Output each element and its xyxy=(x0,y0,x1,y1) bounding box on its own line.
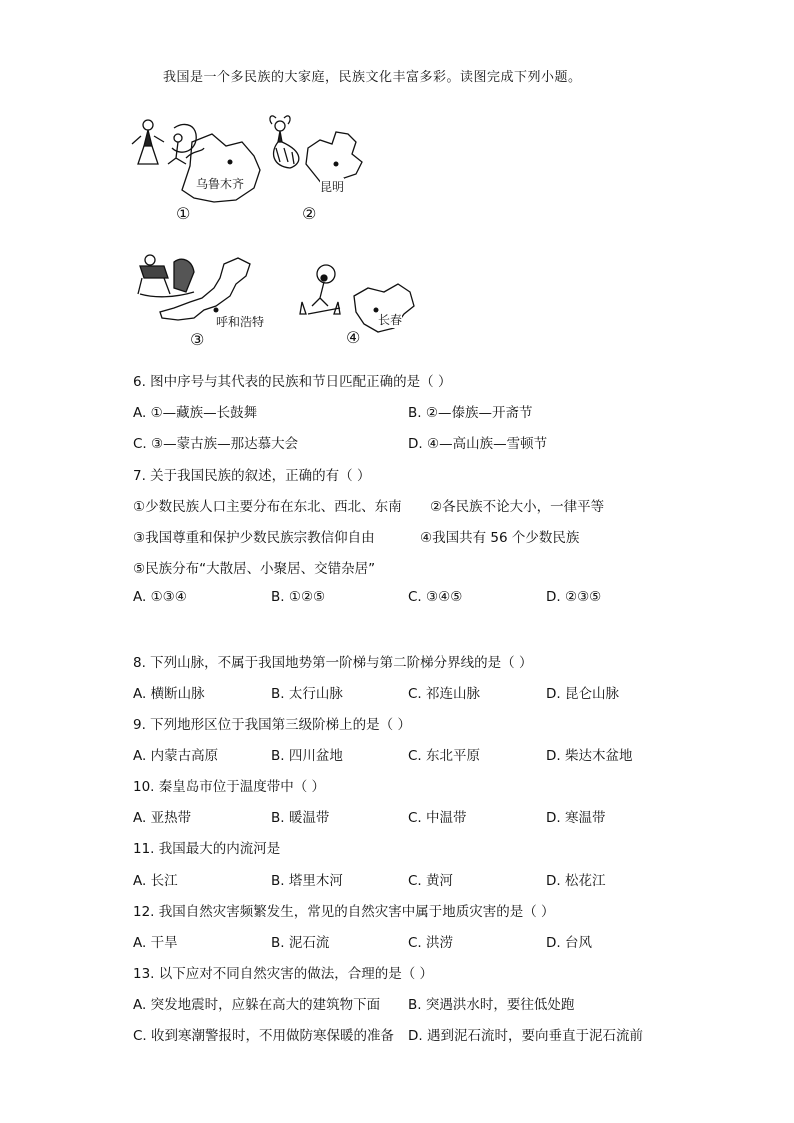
figure-inner-mongolia xyxy=(134,248,284,348)
question-10-option-d[interactable]: D. 寒温带 xyxy=(546,810,606,826)
question-8-option-a[interactable]: A. 横断山脉 xyxy=(133,686,205,702)
question-7-option-d[interactable]: D. ②③⑤ xyxy=(546,589,602,605)
figure-jilin xyxy=(292,262,432,352)
question-12-option-a[interactable]: A. 干旱 xyxy=(133,935,178,951)
question-11-option-c[interactable]: C. 黄河 xyxy=(408,873,454,889)
figure-xinjiang xyxy=(130,112,280,223)
jilin-map-illustration xyxy=(292,262,432,352)
figure-number: ② xyxy=(302,204,317,223)
question-6-stem: 6. 图中序号与其代表的民族和节日匹配正确的是（ ） xyxy=(133,374,452,390)
question-13-option-a[interactable]: A. 突发地震时，应躲在高大的建筑物下面 xyxy=(133,997,381,1013)
question-10-option-c[interactable]: C. 中温带 xyxy=(408,810,467,826)
question-7-statement: ①少数民族人口主要分布在东北、西北、东南 xyxy=(133,499,402,515)
question-7-option-b[interactable]: B. ①②⑤ xyxy=(271,589,326,605)
question-10-option-a[interactable]: A. 亚热带 xyxy=(133,810,192,826)
city-label: 长春 xyxy=(378,313,403,327)
question-11-option-b[interactable]: B. 塔里木河 xyxy=(271,873,343,889)
question-7-option-c[interactable]: C. ③④⑤ xyxy=(408,589,463,605)
question-11-stem: 11. 我国最大的内流河是 xyxy=(133,841,281,857)
figure-number: ④ xyxy=(346,328,361,347)
xinjiang-map-illustration xyxy=(130,112,280,212)
question-6-option-c[interactable]: C. ③—蒙古族—那达慕大会 xyxy=(133,436,299,452)
city-label: 乌鲁木齐 xyxy=(196,177,245,191)
question-9-option-b[interactable]: B. 四川盆地 xyxy=(271,748,343,764)
figure-yunnan xyxy=(266,112,386,223)
question-12-option-d[interactable]: D. 台风 xyxy=(546,935,592,951)
question-9-option-a[interactable]: A. 内蒙古高原 xyxy=(133,748,219,764)
question-12-stem: 12. 我国自然灾害频繁发生，常见的自然灾害中属于地质灾害的是（ ） xyxy=(133,904,555,920)
intro-text: 我国是一个多民族的大家庭，民族文化丰富多彩。读图完成下列小题。 xyxy=(163,70,582,85)
question-8-option-c[interactable]: C. 祁连山脉 xyxy=(408,686,481,702)
question-13-option-b[interactable]: B. 突遇洪水时，要往低处跑 xyxy=(408,997,575,1013)
question-13-stem: 13. 以下应对不同自然灾害的做法，合理的是（ ） xyxy=(133,966,434,982)
question-8-option-b[interactable]: B. 太行山脉 xyxy=(271,686,343,702)
question-13-option-d[interactable]: D. 遇到泥石流时，要向垂直于泥石流前 xyxy=(408,1028,643,1044)
question-9-option-d[interactable]: D. 柴达木盆地 xyxy=(546,748,633,764)
question-6-option-d[interactable]: D. ④—高山族—雪顿节 xyxy=(408,436,548,452)
question-12-option-c[interactable]: C. 洪涝 xyxy=(408,935,454,951)
question-7-statement: ②各民族不论大小，一律平等 xyxy=(430,499,605,515)
question-7-option-a[interactable]: A. ①③④ xyxy=(133,589,187,605)
city-label: 昆明 xyxy=(320,180,345,194)
question-9-stem: 9. 下列地形区位于我国第三级阶梯上的是（ ） xyxy=(133,717,411,733)
question-8-stem: 8. 下列山脉，不属于我国地势第一阶梯与第二阶梯分界线的是（ ） xyxy=(133,655,533,671)
question-7-statement: ⑤民族分布“大散居、小聚居、交错杂居” xyxy=(133,561,376,577)
question-13-option-c[interactable]: C. 收到寒潮警报时，不用做防寒保暖的准备 xyxy=(133,1028,395,1044)
question-12-option-b[interactable]: B. 泥石流 xyxy=(271,935,330,951)
question-6-option-a[interactable]: A. ①—藏族—长鼓舞 xyxy=(133,405,258,421)
question-11-option-d[interactable]: D. 松花江 xyxy=(546,873,606,889)
city-label: 呼和浩特 xyxy=(216,315,265,329)
question-7-statement: ④我国共有 56 个少数民族 xyxy=(420,530,580,546)
question-7-stem: 7. 关于我国民族的叙述，正确的有（ ） xyxy=(133,468,371,484)
question-6-option-b[interactable]: B. ②—傣族—开斋节 xyxy=(408,405,533,421)
question-9-option-c[interactable]: C. 东北平原 xyxy=(408,748,481,764)
yunnan-map-illustration xyxy=(266,112,386,212)
question-10-option-b[interactable]: B. 暖温带 xyxy=(271,810,330,826)
inner-mongolia-map-illustration xyxy=(134,248,284,348)
question-8-option-d[interactable]: D. 昆仑山脉 xyxy=(546,686,619,702)
question-7-statement: ③我国尊重和保护少数民族宗教信仰自由 xyxy=(133,530,375,546)
question-10-stem: 10. 秦皇岛市位于温度带中（ ） xyxy=(133,779,326,795)
question-11-option-a[interactable]: A. 长江 xyxy=(133,873,178,889)
figure-number: ① xyxy=(176,204,191,223)
figure-number: ③ xyxy=(190,330,205,349)
